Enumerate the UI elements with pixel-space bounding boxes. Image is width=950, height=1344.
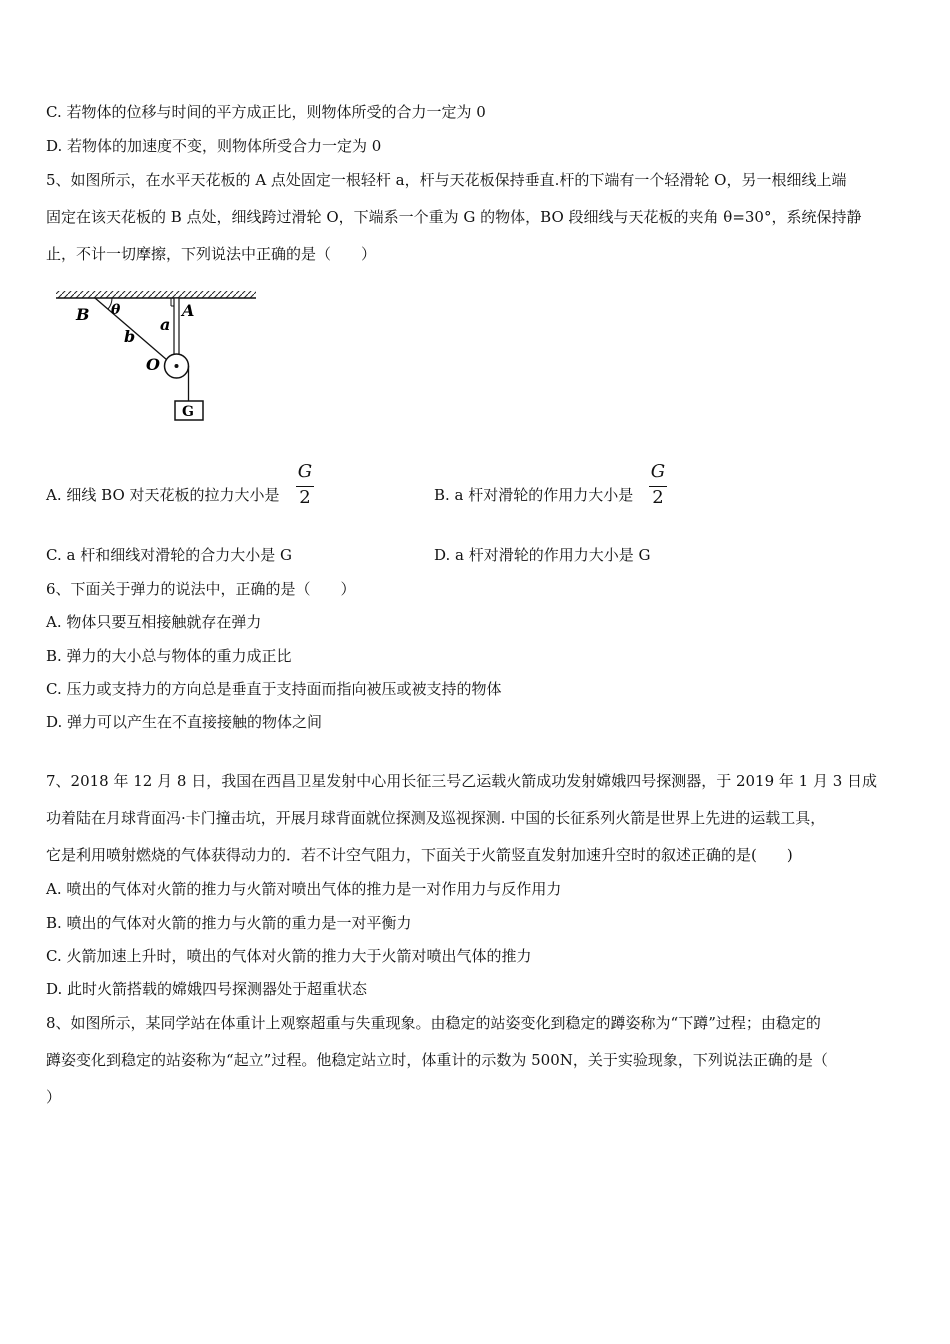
q8-stem-line1: 8、如图所示，某同学站在体重计上观察超重与失重现象。由稳定的站姿变化到稳定的蹲姿称为“下蹲”过程；由稳定的 (46, 1014, 821, 1032)
q7-stem-line3: 它是利用喷射燃烧的气体获得动力的．若不计空气阻力，下面关于火箭竖直发射加速升空时的叙述正确的是( ) (46, 846, 793, 864)
q5-stem-line3: 止，不计一切摩擦，下列说法中正确的是（ ） (46, 245, 377, 263)
q6-option-b: B. 弹力的大小总与物体的重力成正比 (46, 647, 292, 665)
label-a-point: A (182, 301, 195, 320)
label-rod-a: a (160, 315, 171, 334)
ceiling (56, 291, 256, 298)
q5-option-a: A. 细线 BO 对天花板的拉力大小是 (46, 486, 280, 504)
pulley-axle (175, 364, 179, 368)
label-g: G (182, 404, 194, 420)
q7-option-a: A. 喷出的气体对火箭的推力与火箭对喷出气体的推力是一对作用力与反作用力 (46, 880, 562, 898)
q7-stem-line1: 7、2018 年 12 月 8 日，我国在西昌卫星发射中心用长征三号乙运载火箭成功发射嫦娥四号探测器，于 2019 年 1 月 3 日成 (46, 772, 878, 790)
q5-option-a-denominator: 2 (299, 487, 311, 508)
q5-option-b-denominator: 2 (652, 487, 664, 508)
q7-option-c: C. 火箭加速上升时，喷出的气体对火箭的推力大于火箭对喷出气体的推力 (46, 947, 532, 965)
q8-stem-line3: ） (46, 1088, 62, 1106)
q6-option-c: C. 压力或支持力的方向总是垂直于支持面而指向被压或被支持的物体 (46, 680, 502, 698)
q8-stem-line2: 蹲姿变化到稳定的站姿称为“起立”过程。他稳定站立时，体重计的示数为 500N，关于实验现象，下列说法正确的是（ (46, 1051, 828, 1069)
q6-option-d: D. 弹力可以产生在不直接接触的物体之间 (46, 713, 323, 731)
q5-option-b: B. a 杆对滑轮的作用力大小是 (434, 486, 634, 504)
q5-stem-line1: 5、如图所示，在水平天花板的 A 点处固定一根轻杆 a，杆与天花板保持垂直.杆的下端有一个轻滑轮 O，另一根细线上端 (46, 171, 847, 189)
label-theta: θ (111, 302, 121, 318)
q4-option-d: D. 若物体的加速度不变，则物体所受合力一定为 0 (46, 137, 382, 155)
q5-option-b-numerator: G (650, 461, 666, 482)
q5-stem-line2: 固定在该天花板的 B 点处，细线跨过滑轮 O，下端系一个重为 G 的物体，BO 段细线与天花板的夹角 θ=30°，系统保持静 (46, 208, 862, 226)
q6-stem: 6、下面关于弹力的说法中，正确的是（ ） (46, 580, 356, 598)
q4-option-c: C. 若物体的位移与时间的平方成正比，则物体所受的合力一定为 0 (46, 103, 486, 121)
q5-option-d: D. a 杆对滑轮的作用力大小是 G (434, 546, 651, 564)
q7-option-d: D. 此时火箭搭载的嫦娥四号探测器处于超重状态 (46, 980, 368, 998)
q5-figure (50, 288, 270, 428)
q5-option-c: C. a 杆和细线对滑轮的合力大小是 G (46, 546, 292, 564)
q6-option-a: A. 物体只要互相接触就存在弹力 (46, 613, 262, 631)
label-string-b: b (124, 327, 136, 346)
q7-option-b: B. 喷出的气体对火箭的推力与火箭的重力是一对平衡力 (46, 914, 412, 932)
label-b: B (76, 305, 90, 324)
rod-a (171, 298, 179, 362)
q7-stem-line2: 功着陆在月球背面冯·卡门撞击坑，开展月球背面就位探测及巡视探测. 中国的长征系列火箭是世界上先进的运载工具， (46, 809, 826, 827)
label-o: O (146, 355, 160, 374)
q5-option-a-numerator: G (297, 461, 313, 482)
